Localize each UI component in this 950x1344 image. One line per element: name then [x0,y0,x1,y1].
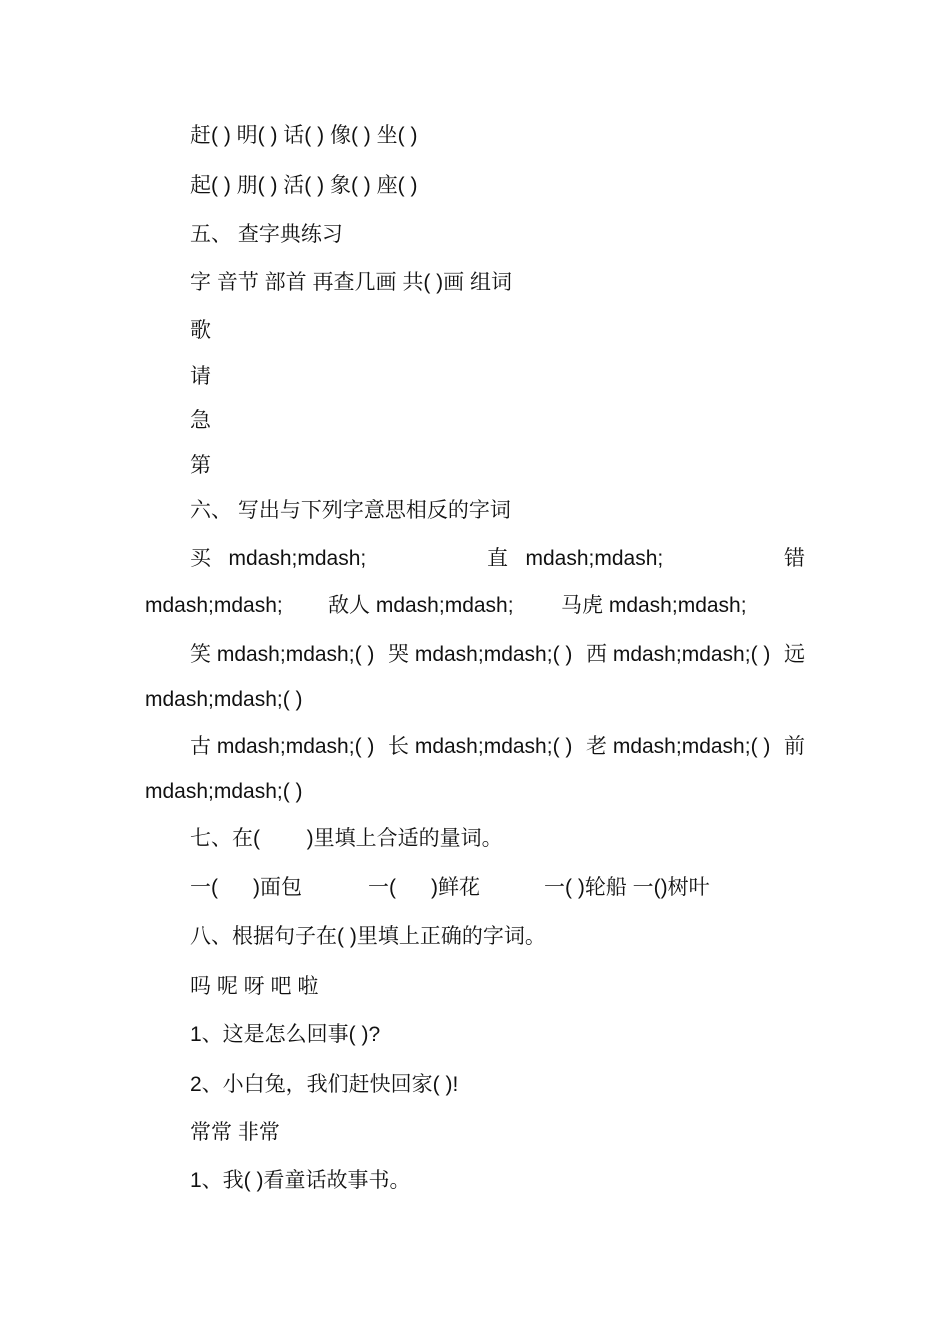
section-8-word-bank-2: 常常 非常 [190,1121,280,1144]
antonym-item: 错 [784,547,805,570]
section-8-question-1: 1、这是怎么回事( )? [190,1023,381,1046]
section-5-header: 字 音节 部首 再查几画 共( )画 组词 [190,271,512,294]
section-5-char-1: 歌 [190,319,211,342]
antonym-item: mdash;mdash; [145,594,283,617]
antonym-item: 敌人 mdash;mdash; [328,594,514,617]
section-6-row-3 [190,736,805,757]
section-6-row-1 [190,548,805,569]
section-5-title: 五、 查字典练习 [190,223,343,246]
antonym-item: 老 mdash;mdash;( ) [586,735,771,758]
section-6-title: 六、 写出与下列字意思相反的字词 [190,499,511,522]
section-8-question-2: 2、小白兔，我们赶快回家( )! [190,1073,459,1096]
section-5-char-3: 急 [190,409,211,432]
antonym-item: 笑 mdash;mdash;( ) [190,643,375,666]
measure-word-item: 一( )轮船 一()树叶 [544,876,710,899]
antonym-item: 前 [784,735,805,758]
antonym-item: 西 mdash;mdash;( ) [586,643,771,666]
antonym-item: 远 [784,643,805,666]
antonym-item: 直 mdash;mdash; [487,547,664,570]
antonym-item: 古 mdash;mdash;( ) [190,735,375,758]
section-5-char-4: 第 [190,454,211,477]
antonym-item: 马虎 mdash;mdash; [561,594,747,617]
section-8-title: 八、根据句子在( )里填上正确的字词。 [190,925,546,948]
section-8-word-bank-1: 吗 呢 呀 吧 啦 [190,975,319,998]
char-pairs-line-1: 赶( ) 明( ) 话( ) 像( ) 坐( ) [190,124,418,147]
antonym-item: 买 mdash;mdash; [190,547,367,570]
antonym-item: 哭 mdash;mdash;( ) [388,643,573,666]
char-pairs-line-2: 起( ) 朋( ) 活( ) 象( ) 座( ) [190,174,418,197]
measure-word-item: 一( )鲜花 [368,876,480,899]
section-8-question-3: 1、我( )看童话故事书。 [190,1169,411,1192]
section-6-row-2 [190,644,805,665]
section-7-title: 七、在( )里填上合适的量词。 [190,827,503,850]
antonym-item: mdash;mdash;( ) [145,688,303,711]
section-5-char-2: 请 [190,365,211,388]
measure-word-item: 一( )面包 [190,876,302,899]
antonym-item: 长 mdash;mdash;( ) [388,735,573,758]
antonym-item: mdash;mdash;( ) [145,780,303,803]
